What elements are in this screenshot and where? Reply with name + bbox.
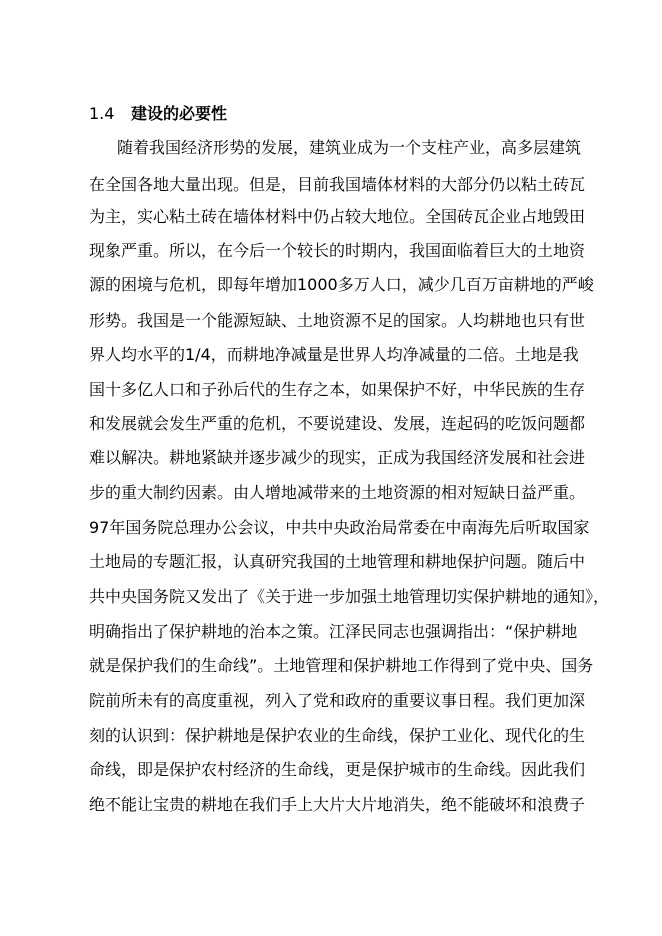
paragraph-line: 随着我国经济形势的发展，建筑业成为一个支柱产业，高多层建筑 [117, 138, 582, 157]
paragraph-line: 共中央国务院又发出了《关于进一步加强土地管理切实保护耕地的通知》， [89, 587, 610, 606]
paragraph-line: 界人均水平的1/4，而耕地净减量是世界人均净减量的二倍。土地是我 [89, 345, 579, 364]
paragraph-line: 明确指出了保护耕地的治本之策。江泽民同志也强调指出：“保护耕地 [89, 622, 578, 641]
paragraph-line: 97年国务院总理办公会议，中共中央政治局常委在中南海先后听取国家 [89, 518, 590, 537]
paragraph-line: 刻的认识到：保护耕地是保护农业的生命线，保护工业化、现代化的生 [89, 726, 586, 745]
paragraph-line: 院前所未有的高度重视，列入了党和政府的重要议事日程。我们更加深 [89, 691, 586, 710]
paragraph-line: 在全国各地大量出现。但是，目前我国墙体材料的大部分仍以粘土砖瓦 [89, 175, 586, 194]
section-number: 1.4 [89, 104, 115, 123]
paragraph-line: 源的困境与危机，即每年增加1000多万人口，减少几百万亩耕地的严峻 [89, 275, 594, 294]
section-heading [89, 103, 227, 125]
paragraph-line: 和发展就会发生严重的危机，不要说建设、发展，连起码的吃饭问题都 [89, 414, 586, 433]
paragraph-line: 国十多亿人口和子孙后代的生存之本，如果保护不好，中华民族的生存 [89, 380, 586, 399]
paragraph-line: 绝不能让宝贵的耕地在我们手上大片大片地消失，绝不能破坏和浪费子 [89, 795, 586, 814]
section-title: 建设的必要性 [131, 104, 228, 123]
paragraph-line: 形势。我国是一个能源短缺、土地资源不足的国家。人均耕地也只有世 [89, 311, 586, 330]
paragraph-line: 步的重大制约因素。由人增地减带来的土地资源的相对短缺日益严重。 [89, 483, 586, 502]
paragraph-line: 就是保护我们的生命线”。土地管理和保护耕地工作得到了党中央、国务 [89, 656, 594, 675]
paragraph-line: 难以解决。耕地紧缺并逐步减少的现实，正成为我国经济发展和社会进 [89, 448, 586, 467]
paragraph-line: 土地局的专题汇报，认真研究我国的土地管理和耕地保护问题。随后中 [89, 552, 586, 571]
paragraph-line: 现象严重。所以，在今后一个较长的时期内，我国面临着巨大的土地资 [89, 241, 586, 260]
paragraph-line: 命线，即是保护农村经济的生命线，更是保护城市的生命线。因此我们 [89, 760, 586, 779]
paragraph-line: 为主，实心粘土砖在墙体材料中仍占较大地位。全国砖瓦企业占地毁田 [89, 207, 586, 226]
